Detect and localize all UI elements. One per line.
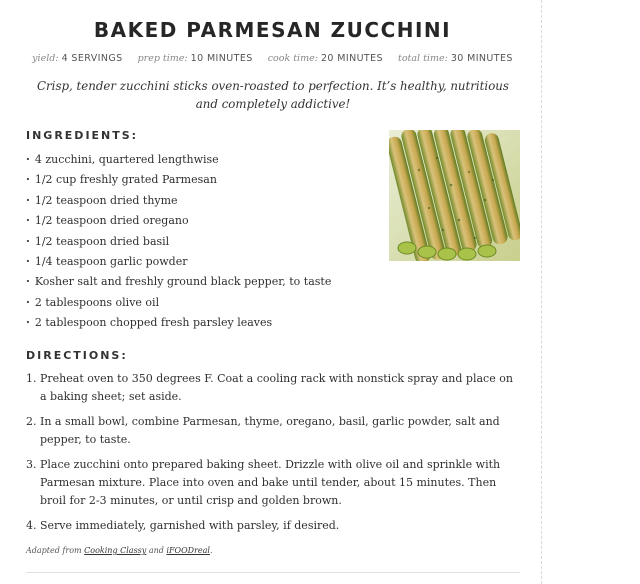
ingredient-item: · Kosher salt and freshly ground black pepper, to taste <box>26 272 331 292</box>
meta-label-cook: cook time: <box>267 53 318 64</box>
step-number: 4. <box>26 518 37 532</box>
ingredient-item: · 1/2 teaspoon dried oregano <box>26 211 331 231</box>
step-number: 2. <box>26 414 37 428</box>
ingredient-item: · 4 zucchini, quartered lengthwise <box>26 150 331 170</box>
meta-label-prep: prep time: <box>137 53 188 64</box>
meta-value-total: 30 MINUTES <box>450 53 513 64</box>
bottom-divider <box>26 572 520 573</box>
step-text: Serve immediately, garnished with parsley, if desired. <box>40 518 340 532</box>
ingredient-item: · 1/4 teaspoon garlic powder <box>26 252 331 272</box>
step-text: Place zucchini onto prepared baking sheet. Drizzle with olive oil and sprinkle with Parmesan mixture. Place into oven and bake until tender, about 15 minutes. Then broil for 2-3 minutes, or until crisp and golden brown. <box>40 457 501 508</box>
direction-step <box>26 413 516 449</box>
ingredient-item: · 1/2 teaspoon dried basil <box>26 232 331 252</box>
credit-link-cooking-classy[interactable]: Cooking Classy <box>84 546 147 555</box>
meta-value-cook: 20 MINUTES <box>320 53 383 64</box>
recipe-credit <box>26 546 213 555</box>
meta-label-yield: yield: <box>32 53 59 64</box>
ingredients-heading: INGREDIENTS: <box>26 129 139 142</box>
ingredient-item: · 1/2 teaspoon dried thyme <box>26 191 331 211</box>
credit-prefix: Adapted from <box>26 546 82 555</box>
meta-value-prep: 10 MINUTES <box>190 53 253 64</box>
ingredient-item: · 2 tablespoons olive oil <box>26 293 331 313</box>
step-number: 3. <box>26 457 37 471</box>
credit-joiner: and <box>148 546 164 555</box>
credit-suffix: . <box>209 546 213 555</box>
directions-heading: DIRECTIONS: <box>26 349 128 362</box>
recipe-title: BAKED PARMESAN ZUCCHINI <box>93 18 452 42</box>
recipe-meta <box>0 53 545 64</box>
ingredient-item: · 1/2 cup freshly grated Parmesan <box>26 170 331 190</box>
zucchini-photo <box>389 130 520 261</box>
credit-link-ifoodreal[interactable]: iFOODreal <box>166 546 210 555</box>
step-text: Preheat oven to 350 degrees F. Coat a cooling rack with nonstick spray and place on a baking sheet; set aside. <box>40 372 513 404</box>
direction-step <box>26 370 516 406</box>
directions-list <box>26 370 516 542</box>
direction-step <box>26 517 516 535</box>
meta-value-yield: 4 SERVINGS <box>61 53 123 64</box>
ingredients-list <box>26 150 331 334</box>
step-text: In a small bowl, combine Parmesan, thyme, oregano, basil, garlic powder, salt and pepper, to taste. <box>40 414 500 447</box>
meta-label-total: total time: <box>398 53 448 64</box>
step-number: 1. <box>26 372 37 385</box>
ingredient-item: · 2 tablespoon chopped fresh parsley leaves <box>26 313 331 333</box>
direction-step <box>26 456 516 511</box>
recipe-summary: Crisp, tender zucchini sticks oven-roasted to perfection. It’s healthy, nutritious and completely addictive! <box>37 79 509 111</box>
page-column-divider <box>541 0 542 584</box>
